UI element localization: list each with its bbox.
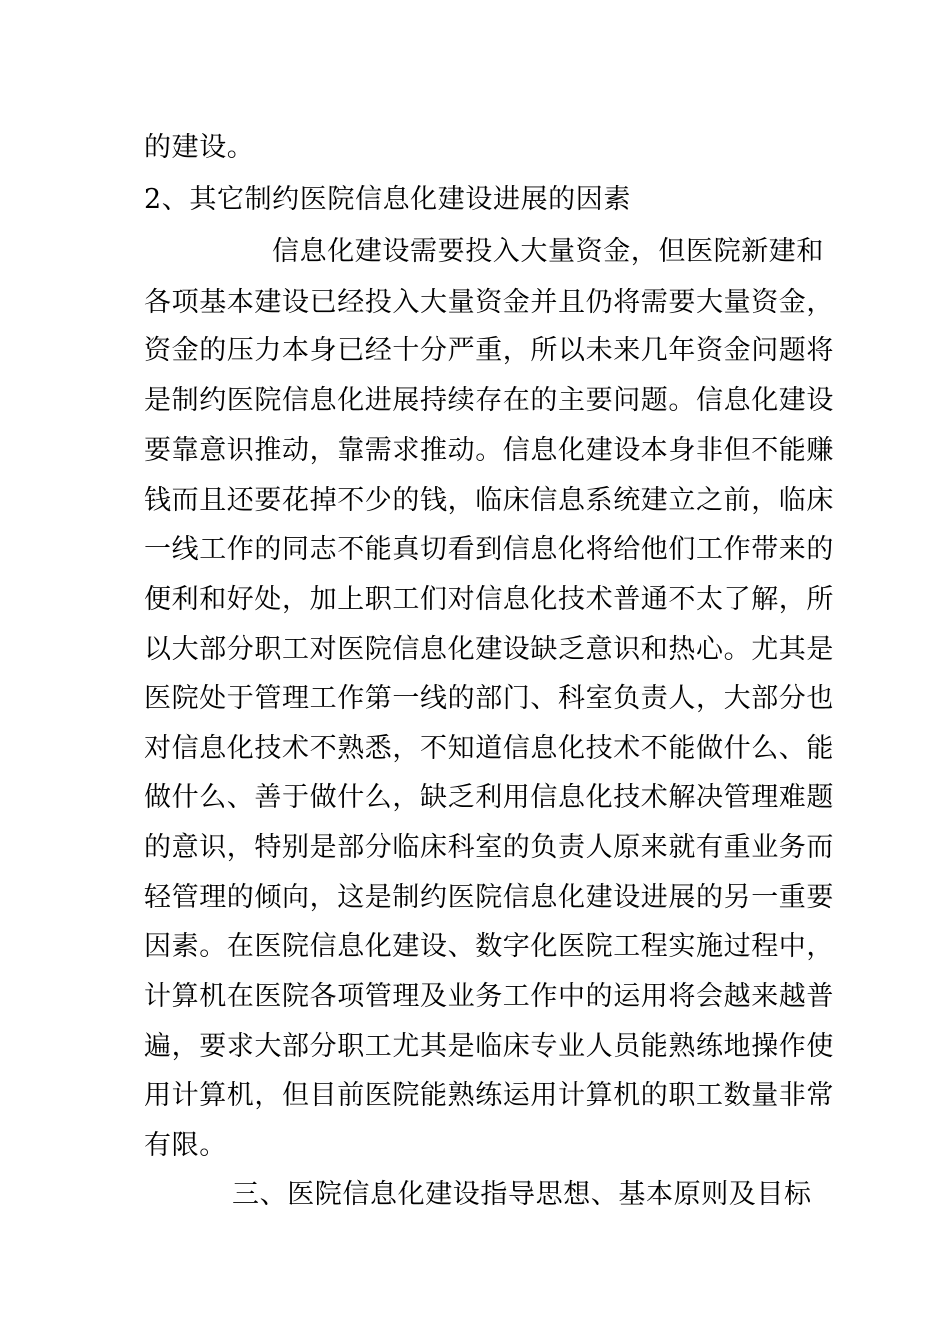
paragraph-line: 对信息化技术不熟悉，不知道信息化技术不能做什么、能 [144,733,834,764]
paragraph-line: 便利和好处，加上职工们对信息化技术普通不太了解，所 [144,584,834,615]
paragraph-last-line: 有限。 [144,1130,227,1161]
paragraph-line: 遍，要求大部分职工尤其是临床专业人员能熟练地操作使 [144,1031,834,1062]
paragraph-line: 钱而且还要花掉不少的钱，临床信息系统建立之前，临床 [144,485,834,516]
paragraph-line: 轻管理的倾向，这是制约医院信息化建设进展的另一重要 [144,882,834,913]
chapter-heading: 三、医院信息化建设指导思想、基本原则及目标 [232,1179,812,1210]
paragraph-line: 是制约医院信息化进展持续存在的主要问题。信息化建设 [144,385,834,416]
paragraph-line: 做什么、善于做什么，缺乏利用信息化技术解决管理难题 [144,782,834,813]
paragraph-line: 各项基本建设已经投入大量资金并且仍将需要大量资金， [144,287,834,318]
paragraph-line: 一线工作的同志不能真切看到信息化将给他们工作带来的 [144,534,834,565]
paragraph-line: 以大部分职工对医院信息化建设缺乏意识和热心。尤其是 [144,634,834,665]
paragraph-line: 计算机在医院各项管理及业务工作中的运用将会越来越普 [144,981,834,1012]
paragraph-line: 要靠意识推动，靠需求推动。信息化建设本身非但不能赚 [144,435,834,466]
paragraph-line: 的意识，特别是部分临床科室的负责人原来就有重业务而 [144,832,834,863]
paragraph-line: 资金的压力本身已经十分严重，所以未来几年资金问题将 [144,335,834,366]
paragraph-line: 因素。在医院信息化建设、数字化医院工程实施过程中， [144,931,834,962]
section-heading: 2、其它制约医院信息化建设进展的因素 [144,184,631,215]
paragraph-line: 医院处于管理工作第一线的部门、科室负责人，大部分也 [144,683,834,714]
paragraph-continuation-line: 的建设。 [144,132,255,163]
paragraph-line: 用计算机，但目前医院能熟练运用计算机的职工数量非常 [144,1080,834,1111]
paragraph-first-line: 信息化建设需要投入大量资金，但医院新建和 [272,236,824,267]
